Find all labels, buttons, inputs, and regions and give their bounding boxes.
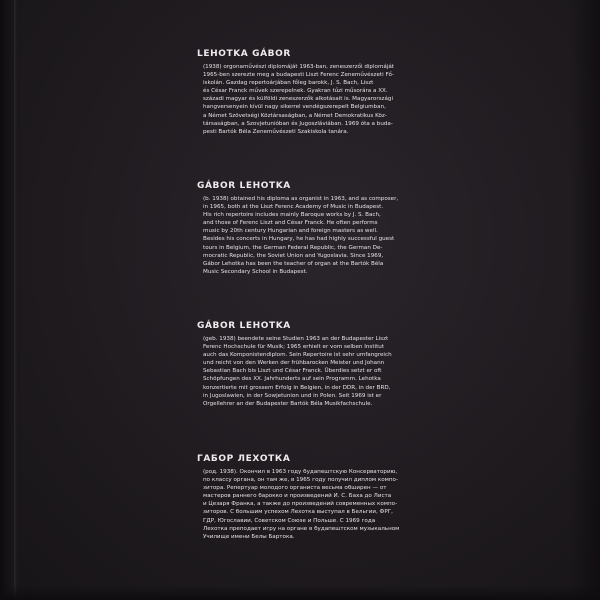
text-line: Лехотка преподает игру на органе в будапештском музыкальном <box>203 525 400 532</box>
text-line: a Német Szövetségi Köztársaságban, a Német Demokratikus Köz- <box>203 112 387 119</box>
text-line: társaságban, a Szovjetunióban és Jugoszláviában. 1969 óta a buda- <box>203 120 393 127</box>
text-line: (b. 1938) obtained his diploma as organist in 1963, and as composer, <box>203 196 399 202</box>
text-line: konzertierte mit grossem Erfolg in Belgien, in der DDR, in der BRD, <box>203 384 391 391</box>
text-line: in Jugoslawien, in der Sowjetunion und in Polen. Seit 1969 ist er <box>203 392 382 399</box>
text-line: pesti Bartók Béla Zeneművészeti Szakiskola tanára. <box>203 128 349 135</box>
text-line: (род. 1938). Окончил в 1963 году будапештскую Консерваторию, <box>203 469 398 475</box>
sleeve-bottom-edge-shadow <box>0 586 600 600</box>
text-line: auch das Komponistendiplom. Sein Repertoire ist sehr umfangreich <box>203 352 392 359</box>
text-line: és César Franck művek szerepelnek. Gyakran tűzi műsorára a XX. <box>203 88 388 95</box>
bio-section-german <box>197 320 587 408</box>
text-line: зиторов. С большим успехом Лехотка выступал в Бельгии, ФРГ, <box>203 509 393 516</box>
text-line: Orgellehrer an der Budapester Bartók Béla Musikfachschule. <box>203 400 373 407</box>
bio-text-hungarian <box>203 63 587 136</box>
bio-section-russian <box>197 453 587 541</box>
bio-heading-english: GÁBOR LEHOTKA <box>197 181 291 191</box>
text-line: iskolán. Gazdag repertoárjában főleg barokk, J. S. Bach, Liszt <box>203 80 374 87</box>
text-line: мастеров раннего барокко и произведений И. С. Баха до Листа <box>203 493 392 500</box>
bio-text-english <box>203 195 587 276</box>
text-line: ГДР, Югославии, Советском Союзе и Польше. С 1969 года <box>203 517 376 524</box>
bio-section-english <box>197 180 587 276</box>
bio-heading-german: GÁBOR LEHOTKA <box>197 321 291 331</box>
bio-text-german <box>203 335 587 408</box>
text-line: századi magyar és külföldi zeneszerzők alkotásait is. Magyarországi <box>203 96 394 103</box>
text-line: Sebastian Bach bis Liszt und César Franck. Überdies setzt er oft <box>203 368 382 375</box>
text-line: hangversenyein kívül nagy sikerrel vendégszerepelt Belgiumban, <box>203 104 386 111</box>
text-line: зитора. Репертуар молодого органиста весьма обширен — от <box>203 485 387 492</box>
bio-section-hungarian <box>197 48 587 136</box>
text-line: и Цезаря Франка, а также до произведений современных компо- <box>203 501 398 508</box>
bio-heading-russian: ГАБОР ЛЕХОТКА <box>197 454 291 464</box>
sleeve-left-edge-shadow <box>0 0 22 600</box>
text-line: Besides his concerts in Hungary, he has had highly successful guest <box>203 236 395 243</box>
text-line: (1938) orgonaművészi diplomáját 1963-ban, zeneszerzői diplomáját <box>203 64 395 70</box>
text-line: Училище имени Белы Бартока. <box>203 533 295 540</box>
text-line: по классу органа, он там же, в 1965 году получил диплом компо- <box>203 477 398 484</box>
text-line: und reicht von den Werken der frühbarocken Meister und Johann <box>203 360 385 367</box>
text-line: in 1965, both at the Liszt Ferenc Academy of Music in Budapest. <box>203 204 384 211</box>
text-line: music by 20th century Hungarian and foreign masters as well. <box>203 228 378 235</box>
text-line: (geb. 1938) beendete seine Studien 1963 an der Budapester Liszt <box>203 336 389 342</box>
sleeve-spine-crease <box>14 0 17 600</box>
text-line: Music Secondary School in Budapest. <box>203 268 308 275</box>
text-line: tours in Belgium, the German Federal Republic, the German De- <box>203 244 383 251</box>
text-line: and those of Ferenc Liszt and César Franck. He often performs <box>203 220 378 227</box>
text-line: mocratic Republic, the Soviet Union and Yugoslavia. Since 1969, <box>203 252 384 259</box>
text-line: Schöpfungen des XX. Jahrhunderts auf sein Programm. Lehotka <box>203 376 381 383</box>
bio-text-russian <box>203 468 587 541</box>
text-line: His rich repertoire includes mainly Baroque works by J. S. Bach, <box>203 212 381 219</box>
bio-heading-hungarian: LEHOTKA GÁBOR <box>197 49 291 59</box>
text-line: Gábor Lehotka has been the teacher of organ at the Bartók Béla <box>203 260 384 267</box>
text-line: Ferenc Hochschule für Musik; 1965 erhielt er vom selben Institut <box>203 344 385 351</box>
text-line: 1965-ben szerezte meg a budapesti Liszt Ferenc Zeneművészeti Fő- <box>203 72 394 79</box>
